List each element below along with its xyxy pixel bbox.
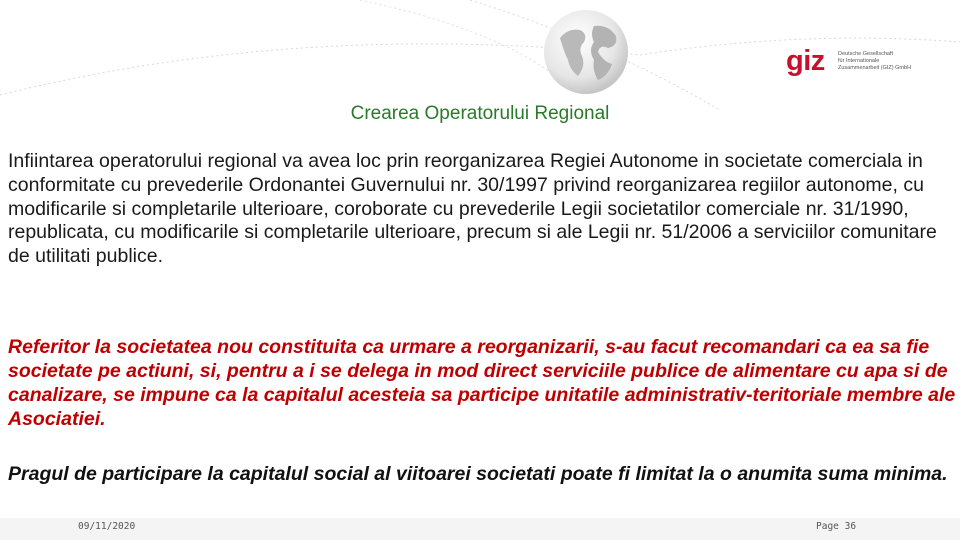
page-number: Page 36	[816, 521, 857, 532]
footer-date: 09/11/2020	[78, 521, 136, 532]
body-paragraph: Infiintarea operatorului regional va avea loc prin reorganizarea Regiei Autonome in societate comerciala in conformitate cu prevederile Ordonantei Guvernului nr. 30/1997 privind reorganizarea regiilor autonome, cu modificarile si completarile ulterioare, coroborate cu prevederile Legii societatilor comerciale nr. 31/1990, republicata, cu modificarile si completarile ulterioare, precum si ale Legii nr. 51/2006 a serviciilor comunitare de utilitati publice.	[8, 150, 937, 268]
slide-title: Crearea Operatorului Regional	[350, 103, 610, 124]
logo-text	[838, 51, 911, 72]
globe-icon	[538, 4, 634, 100]
logo-line: Zusammenarbeit (GIZ) GmbH	[838, 65, 912, 71]
logo-line: für Internationale	[838, 58, 880, 64]
giz-logo	[786, 44, 946, 78]
logo-line: Deutsche Gesellschaft	[838, 51, 894, 57]
logo-mark: giz	[786, 45, 825, 77]
recommendation-paragraph: Referitor la societatea nou constituita ca urmare a reorganizarii, s-au facut recomandari ca ea sa fie societate pe actiuni, si, pentru a i se delega in mod direct serviciile publice de alimentare cu apa si de canalizare, se impune ca la capitalul acesteia sa participe unitatile administrativ-teritoriale membre ale Asociatiei.	[8, 336, 956, 430]
threshold-paragraph: Pragul de participare la capitalul social al viitoarei societati poate fi limitat la o anumita suma minima.	[8, 463, 948, 485]
